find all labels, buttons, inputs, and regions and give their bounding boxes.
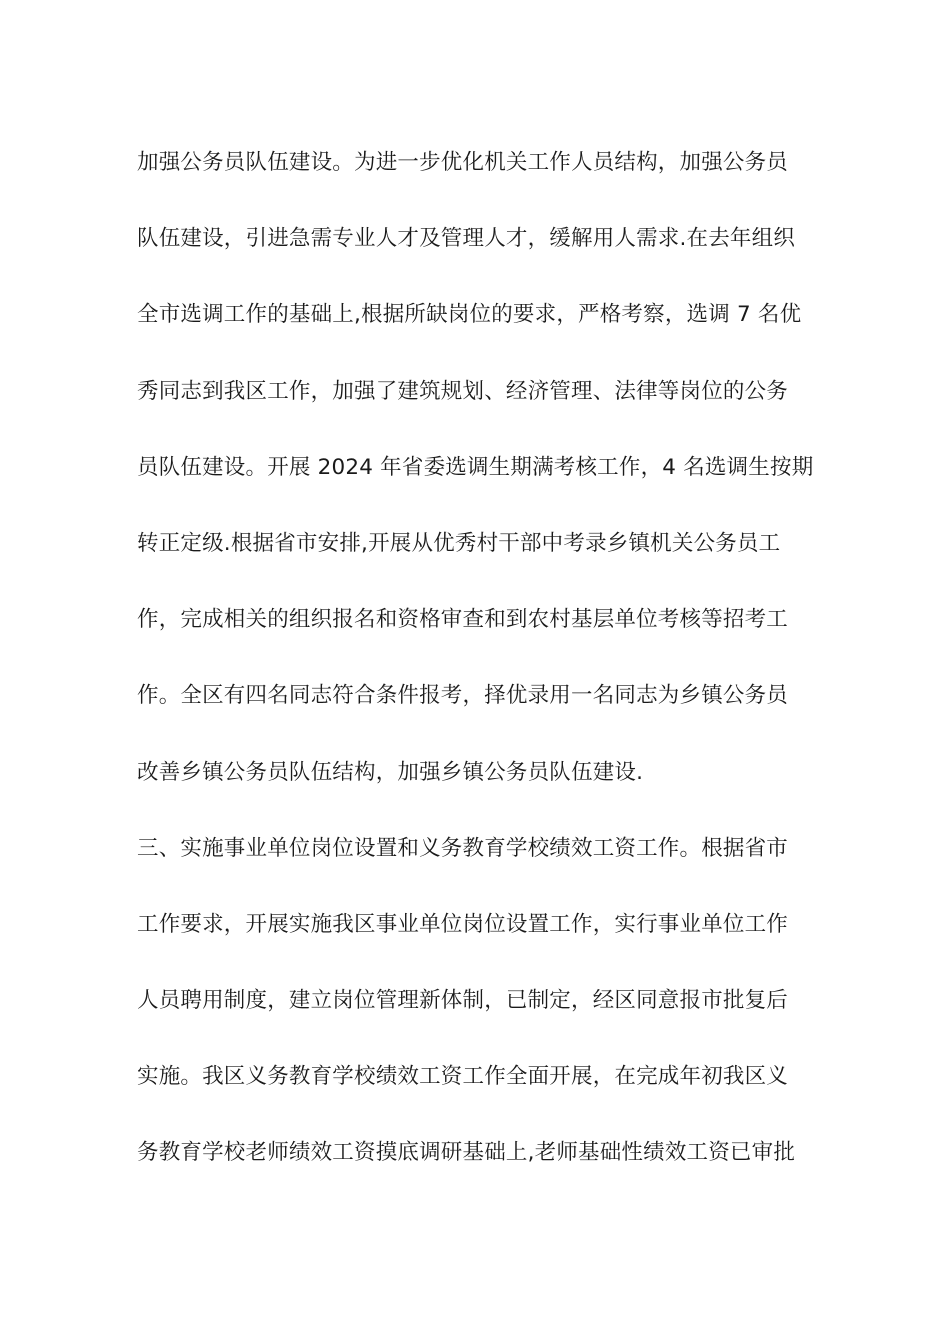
text-line: 加强公务员队伍建设。为进一步优化机关工作人员结构，加强公务员 [137,150,789,175]
text-line: 工作要求，开展实施我区事业单位岗位设置工作，实行事业单位工作 [137,911,789,937]
text-line: 作。全区有四名同志符合条件报考，择优录用一名同志为乡镇公务员 [137,683,789,709]
text-line: 转正定级.根据省市安排,开展从优秀村干部中考录乡镇机关公务员工 [137,530,781,556]
text-line: 秀同志到我区工作，加强了建筑规划、经济管理、法律等岗位的公务 [137,378,789,404]
text-line: 作，完成相关的组织报名和资格审查和到农村基层单位考核等招考工 [137,607,789,633]
text-line: 人员聘用制度，建立岗位管理新体制，已制定，经区同意报市批复后 [137,988,789,1014]
text-line: 队伍建设，引进急需专业人才及管理人才，缓解用人需求.在去年组织 [137,226,796,252]
text-line: 全市选调工作的基础上,根据所缺岗位的要求，严格考察，选调 7 名优 [137,302,802,328]
text-line: 员队伍建设。开展 2024 年省委选调生期满考核工作，4 名选调生按期 [137,454,814,480]
text-line: 务教育学校老师绩效工资摸底调研基础上,老师基础性绩效工资已审批 [137,1140,796,1166]
text-line: 改善乡镇公务员队伍结构，加强乡镇公务员队伍建设. [137,759,644,785]
text-line: 实施。我区义务教育学校绩效工资工作全面开展，在完成年初我区义 [137,1064,789,1090]
body-text [137,140,827,1207]
section-heading-line: 三、实施事业单位岗位设置和义务教育学校绩效工资工作。根据省市 [137,835,789,861]
